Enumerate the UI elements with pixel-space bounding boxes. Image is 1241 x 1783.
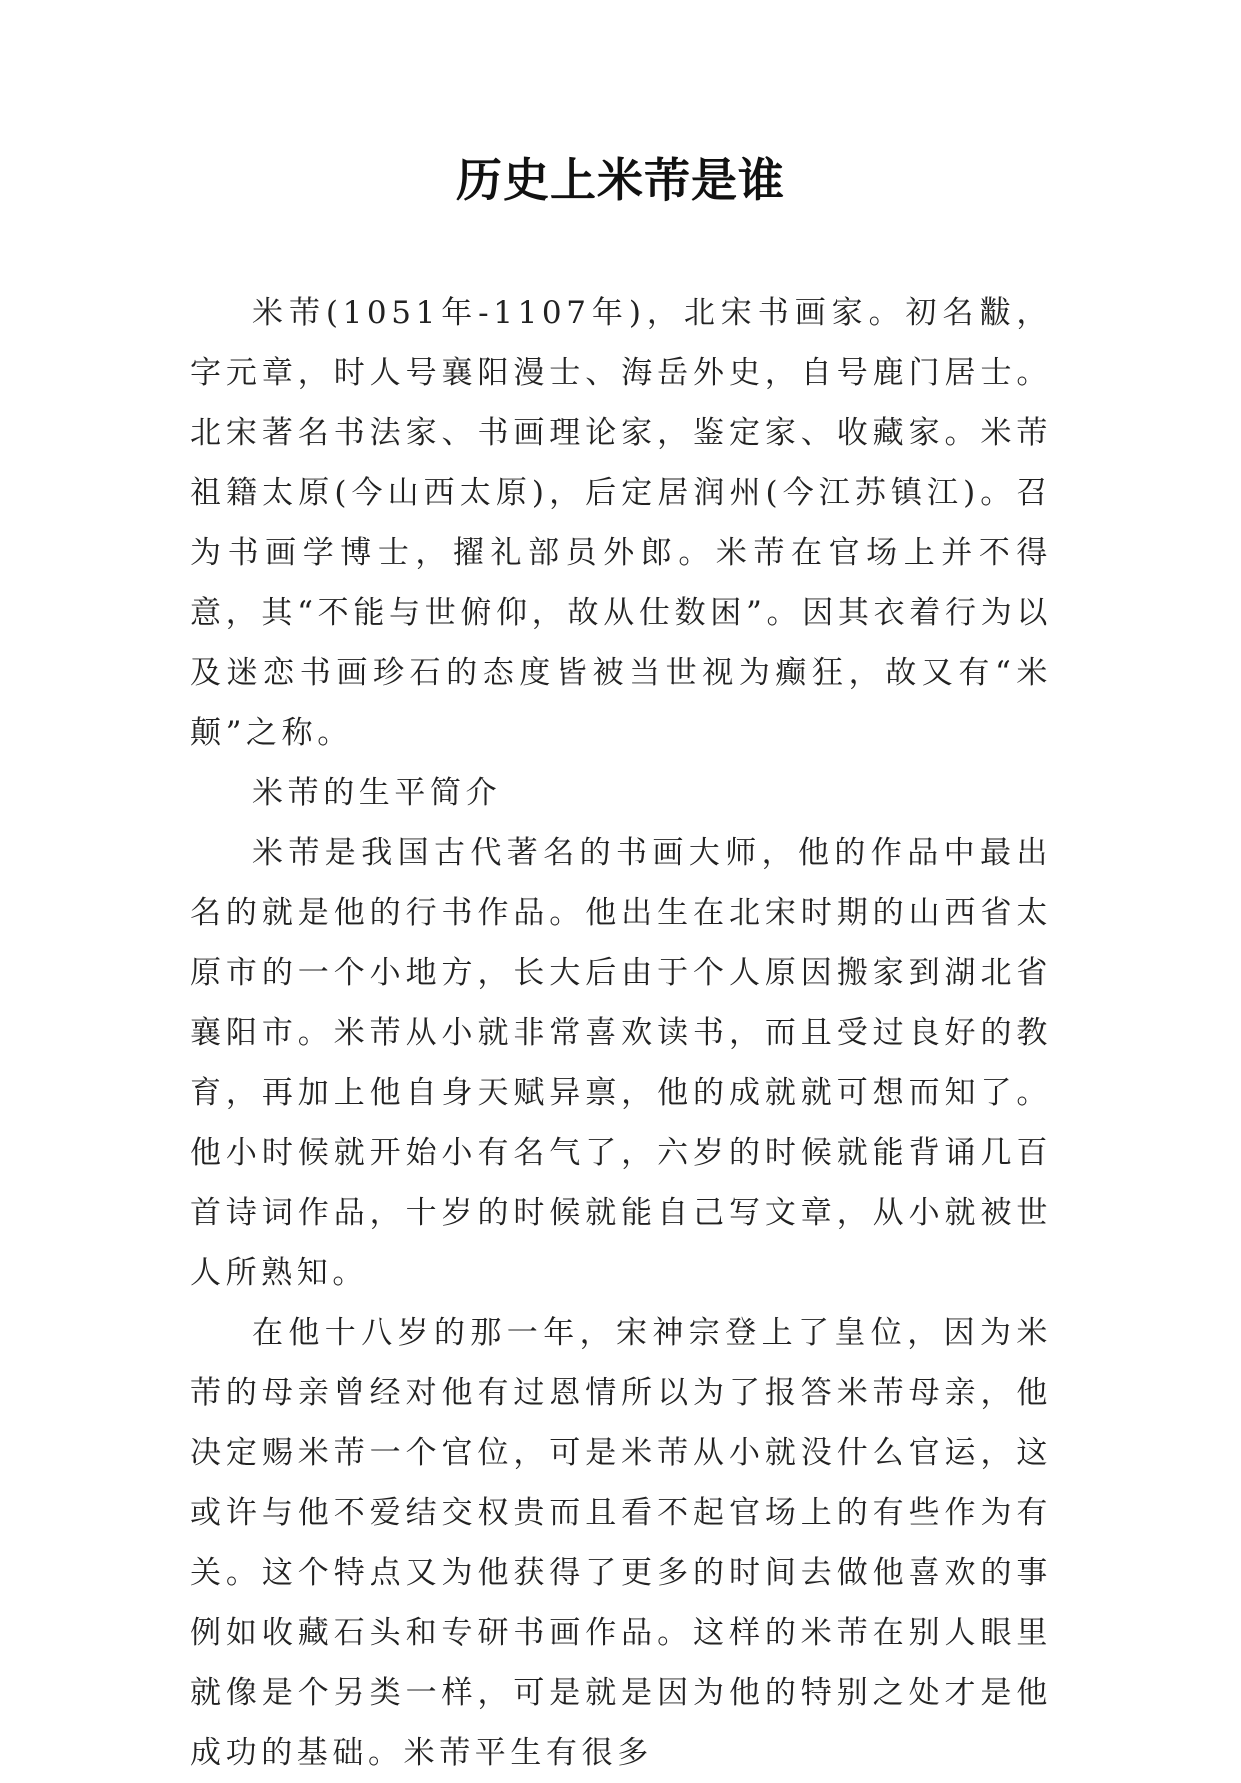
page-title: 历史上米芾是谁: [456, 153, 785, 207]
paragraph-intro: 米芾(1051年-1107年)，北宋书画家。初名黻，字元章，时人号襄阳漫士、海岳外史，自号鹿门居士。北宋著名书法家、书画理论家，鉴定家、收藏家。米芾祖籍太原(今山西太原)，后定居润州(今江苏镇江)。召为书画学博士，擢礼部员外郎。米芾在官场上并不得意，其“不能与世俯仰，故从仕数困”。因其衣着行为以及迷恋书画珍石的态度皆被当世视为癫狂，故又有“米颠”之称。: [190, 295, 1052, 751]
section-heading: 米芾的生平简介: [252, 775, 502, 811]
document-body: [190, 283, 1052, 1783]
paragraph-career: 在他十八岁的那一年，宋神宗登上了皇位，因为米芾的母亲曾经对他有过恩情所以为了报答米芾母亲，他决定赐米芾一个官位，可是米芾从小就没什么官运，这或许与他不爱结交权贵而且看不起官场上的有些作为有关。这个特点又为他获得了更多的时间去做他喜欢的事例如收藏石头和专研书画作品。这样的米芾在别人眼里就像是个另类一样，可是就是因为他的特别之处才是他成功的基础。米芾平生有很多: [190, 1315, 1052, 1771]
paragraph-biography: 米芾是我国古代著名的书画大师，他的作品中最出名的就是他的行书作品。他出生在北宋时期的山西省太原市的一个小地方，长大后由于个人原因搬家到湖北省襄阳市。米芾从小就非常喜欢读书，而且受过良好的教育，再加上他自身天赋异禀，他的成就就可想而知了。他小时候就开始小有名气了，六岁的时候就能背诵几百首诗词作品，十岁的时候就能自己写文章，从小就被世人所熟知。: [190, 835, 1052, 1291]
